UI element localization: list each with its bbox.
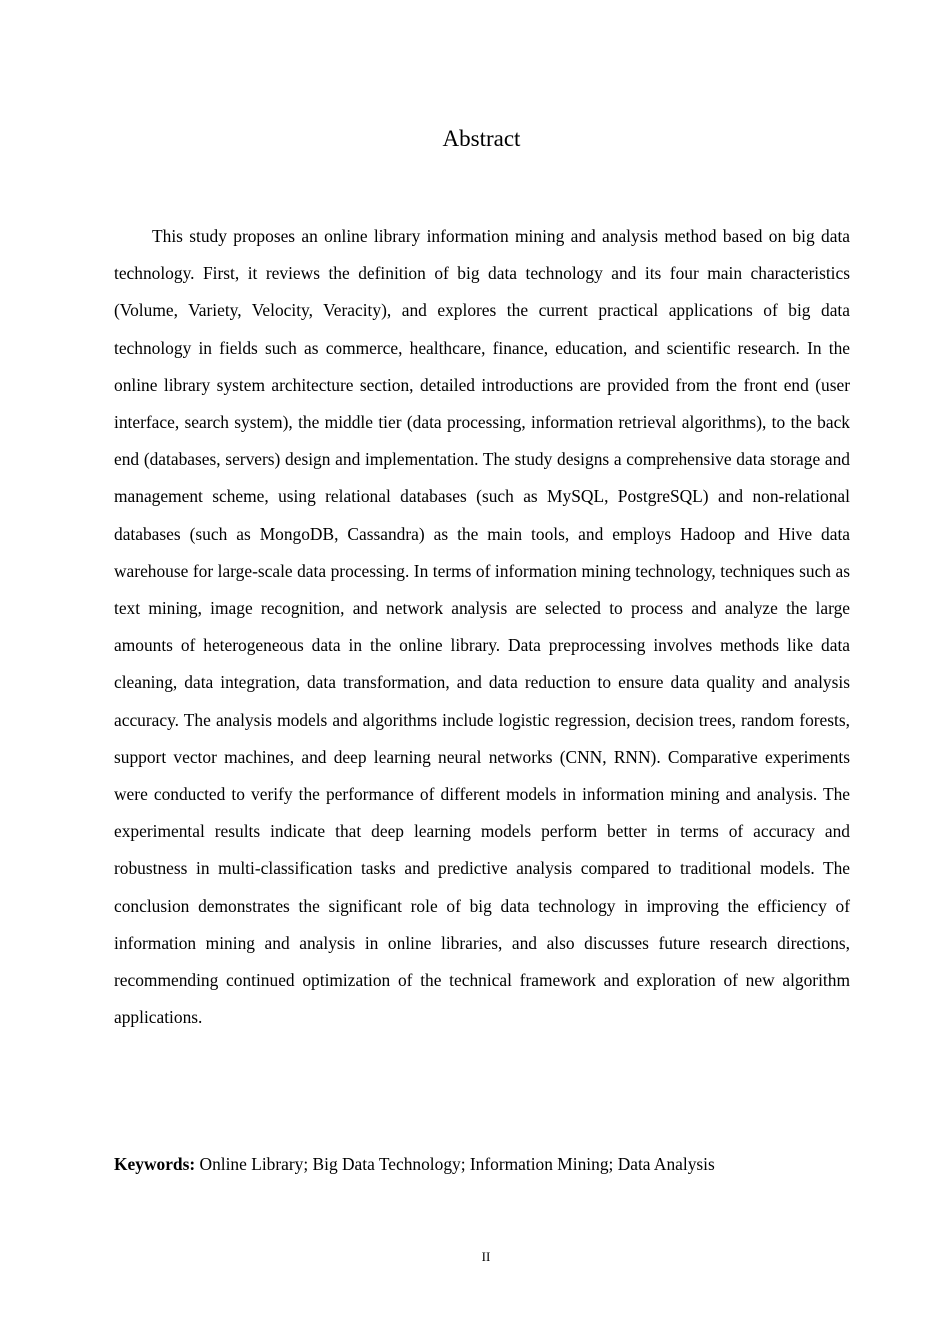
page-number: II [481, 1249, 491, 1264]
keywords-label: Keywords: [114, 1154, 196, 1174]
page-title: Abstract [442, 126, 521, 151]
keywords-text: Online Library; Big Data Technology; Information Mining; Data Analysis [199, 1154, 715, 1174]
keywords-line [114, 1147, 850, 1181]
abstract-paragraph: This study proposes an online library information mining and analysis method based on big data technology. First, it reviews the definition of big data technology and its four main characteristics (Volume, Variety, Velocity, Veracity), and explores the current practical applications of big data technology in fields such as commerce, healthcare, finance, education, and scientific research. In the online library system architecture section, detailed introductions are provided from the front end (user interface, search system), the middle tier (data processing, information retrieval algorithms), to the back end (databases, servers) design and implementation. The study designs a comprehensive data storage and management scheme, using relational databases (such as MySQL, PostgreSQL) and non-relational databases (such as MongoDB, Cassandra) as the main tools, and employs Hadoop and Hive data warehouse for large-scale data processing. In terms of information mining technology, techniques such as text mining, image recognition, and network analysis are selected to process and analyze the large amounts of heterogeneous data in the online library. Data preprocessing involves methods like data cleaning, data integration, data transformation, and data reduction to ensure data quality and analysis accuracy. The analysis models and algorithms include logistic regression, decision trees, random forests, support vector machines, and deep learning neural networks (CNN, RNN). Comparative experiments were conducted to verify the performance of different models in information mining and analysis. The experimental results indicate that deep learning models perform better in terms of accuracy and robustness in multi-classification tasks and predictive analysis compared to traditional models. The conclusion demonstrates the significant role of big data technology in improving the efficiency of information mining and analysis in online libraries, and also discusses future research directions, recommending continued optimization of the technical framework and exploration of new algorithm applications. [114, 226, 850, 1028]
